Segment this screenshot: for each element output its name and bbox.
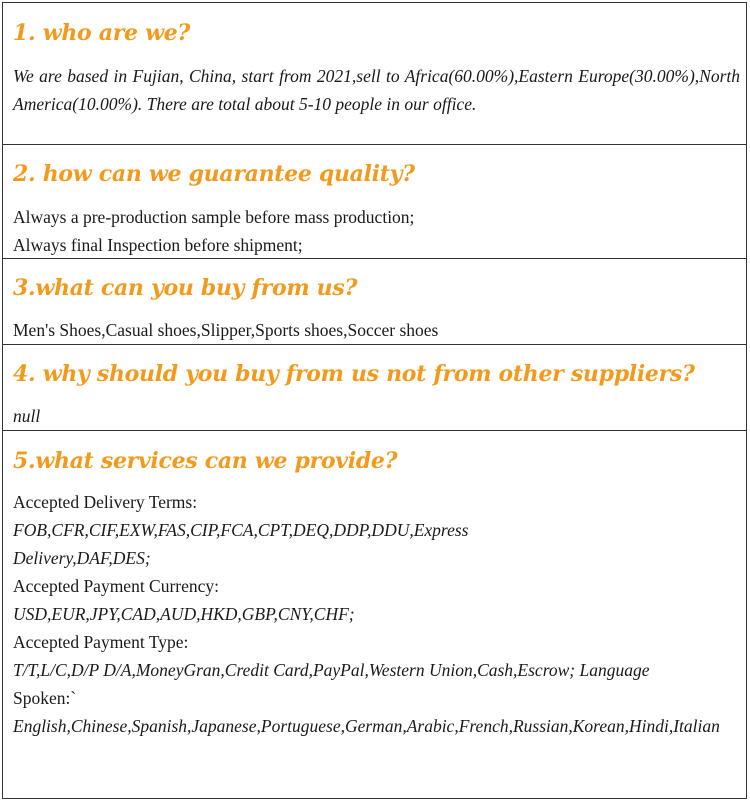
faq-section-products bbox=[3, 259, 746, 345]
faq-section-who-are-we bbox=[3, 3, 746, 145]
delivery-terms-label: Accepted Delivery Terms: bbox=[13, 492, 198, 512]
faq-answer: null bbox=[13, 406, 41, 426]
payment-type-value bbox=[13, 656, 740, 684]
faq-answer: We are based in Fujian, China, start from 2021,sell to Africa(60.00%),Eastern Europe(30.00%),North America(10.00%). There are total about 5-10 people in our office. bbox=[13, 66, 740, 114]
faq-table bbox=[2, 2, 747, 799]
faq-answer: Men's Shoes,Casual shoes,Slipper,Sports shoes,Soccer shoes bbox=[13, 320, 439, 340]
language-word: Language bbox=[579, 660, 650, 680]
faq-section-why-us bbox=[3, 345, 746, 431]
faq-answer-line: Always final Inspection before shipment; bbox=[13, 235, 303, 255]
faq-answer-line: Always a pre-production sample before mass production; bbox=[13, 207, 415, 227]
faq-question: 1. who are we? bbox=[13, 20, 191, 46]
faq-answer bbox=[13, 203, 740, 259]
faq-section-quality bbox=[3, 145, 746, 259]
faq-question: 3.what can you buy from us? bbox=[13, 275, 358, 301]
services-body bbox=[13, 488, 740, 740]
delivery-terms-value: FOB,CFR,CIF,EXW,FAS,CIP,FCA,CPT,DEQ,DDP,DDU,Express Delivery,DAF,DES; bbox=[13, 520, 469, 568]
payment-currency-label: Accepted Payment Currency: bbox=[13, 576, 220, 596]
faq-question: 5.what services can we provide? bbox=[13, 448, 398, 474]
payment-type-label: Accepted Payment Type: bbox=[13, 632, 189, 652]
payment-type-list: T/T,L/C,D/P D/A,MoneyGran,Credit Card,PayPal,Western Union,Cash,Escrow; bbox=[13, 660, 576, 680]
faq-section-services bbox=[3, 431, 746, 798]
faq-question: 2. how can we guarantee quality? bbox=[13, 161, 415, 187]
language-spoken-label: Spoken:` bbox=[13, 688, 77, 708]
language-spoken-value: English,Chinese,Spanish,Japanese,Portuguese,German,Arabic,French,Russian,Korean,Hindi,Italian bbox=[13, 716, 720, 736]
faq-question: 4. why should you buy from us not from other suppliers? bbox=[13, 361, 695, 387]
payment-currency-value: USD,EUR,JPY,CAD,AUD,HKD,GBP,CNY,CHF; bbox=[13, 604, 355, 624]
